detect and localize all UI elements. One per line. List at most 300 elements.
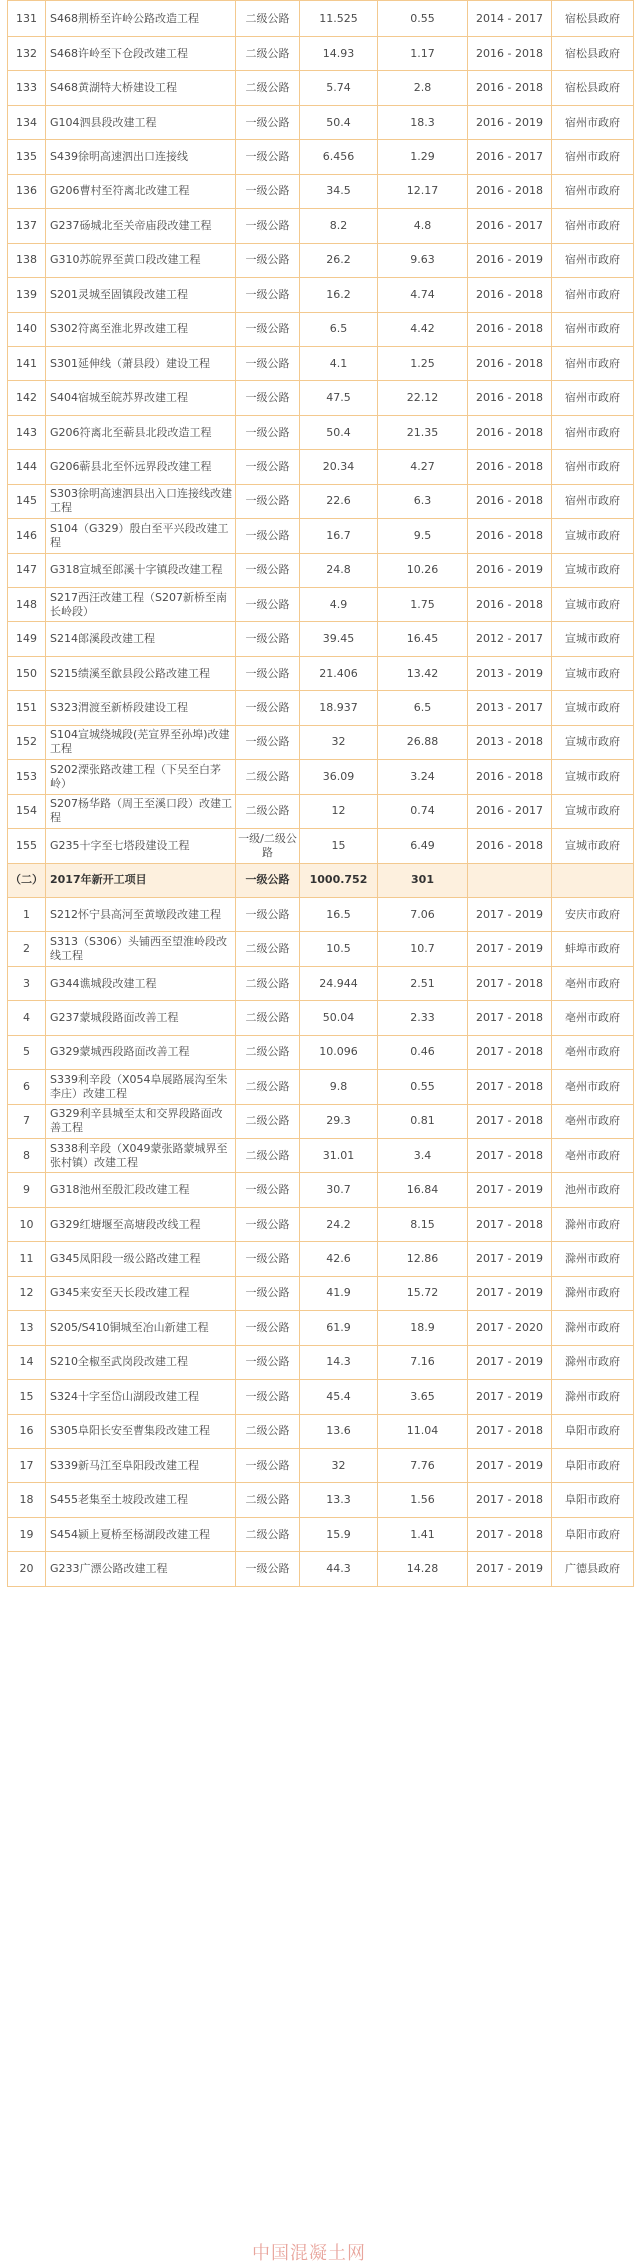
table-row — [8, 1311, 634, 1345]
project-name-cell: S207杨华路（周王至溪口段）改建工程 — [46, 794, 236, 828]
construction-period-cell: 2016 - 2017 — [468, 794, 552, 828]
row-number-cell: 139 — [8, 278, 46, 312]
responsible-unit-cell: 宣城市政府 — [552, 829, 634, 863]
investment-cell: 7.06 — [378, 897, 468, 931]
length-km-cell: 32 — [300, 1448, 378, 1482]
row-number-cell: 18 — [8, 1483, 46, 1517]
table-row — [8, 278, 634, 312]
table-row — [8, 656, 634, 690]
row-number-cell: 136 — [8, 174, 46, 208]
length-km-cell: 12 — [300, 794, 378, 828]
road-grade-cell: 一级公路 — [236, 278, 300, 312]
construction-period-cell: 2013 - 2018 — [468, 725, 552, 759]
construction-period-cell: 2017 - 2019 — [468, 1345, 552, 1379]
table-row — [8, 381, 634, 415]
investment-cell: 21.35 — [378, 415, 468, 449]
table-row — [8, 484, 634, 518]
road-grade-cell: 二级公路 — [236, 71, 300, 105]
responsible-unit-cell: 宣城市政府 — [552, 794, 634, 828]
project-name-cell: S338利辛段（X049蒙张路蒙城界至张村镇）改建工程 — [46, 1139, 236, 1173]
project-name-cell: G237砀城北至关帝庙段改建工程 — [46, 209, 236, 243]
table-row — [8, 1345, 634, 1379]
road-grade-cell: 二级公路 — [236, 1035, 300, 1069]
responsible-unit-cell: 滁州市政府 — [552, 1207, 634, 1241]
investment-cell: 4.74 — [378, 278, 468, 312]
length-km-cell: 4.1 — [300, 346, 378, 380]
road-grade-cell: 二级公路 — [236, 1070, 300, 1104]
investment-cell: 10.26 — [378, 553, 468, 587]
length-km-cell: 41.9 — [300, 1276, 378, 1310]
row-number-cell: 147 — [8, 553, 46, 587]
length-km-cell: 6.456 — [300, 140, 378, 174]
project-name-cell: S302符离至淮北界改建工程 — [46, 312, 236, 346]
table-row — [8, 71, 634, 105]
table-row — [8, 1139, 634, 1173]
row-number-cell: 10 — [8, 1207, 46, 1241]
investment-cell: 0.46 — [378, 1035, 468, 1069]
project-name-cell: S202溧张路改建工程（下吴至白茅岭） — [46, 760, 236, 794]
project-name-cell: S339利辛段（X054阜展路展沟至朱李庄）改建工程 — [46, 1070, 236, 1104]
road-grade-cell: 一级公路 — [236, 346, 300, 380]
project-name-cell: S104宣城绕城段(芜宣界至孙埠)改建工程 — [46, 725, 236, 759]
project-name-cell: G237蒙城段路面改善工程 — [46, 1001, 236, 1035]
table-row — [8, 140, 634, 174]
investment-cell: 12.86 — [378, 1242, 468, 1276]
length-km-cell: 6.5 — [300, 312, 378, 346]
row-number-cell: 6 — [8, 1070, 46, 1104]
investment-cell: 15.72 — [378, 1276, 468, 1310]
investment-cell: 0.55 — [378, 1070, 468, 1104]
project-name-cell: G206符离北至蕲县北段改造工程 — [46, 415, 236, 449]
row-number-cell: 12 — [8, 1276, 46, 1310]
project-name-cell: S454颍上夏桥至杨湖段改建工程 — [46, 1517, 236, 1551]
responsible-unit-cell: 亳州市政府 — [552, 966, 634, 1000]
road-grade-cell: 二级公路 — [236, 1, 300, 37]
length-km-cell: 32 — [300, 725, 378, 759]
construction-period-cell: 2017 - 2019 — [468, 1380, 552, 1414]
investment-cell: 6.5 — [378, 691, 468, 725]
row-number-cell: 15 — [8, 1380, 46, 1414]
construction-period-cell: 2017 - 2019 — [468, 1276, 552, 1310]
road-grade-cell: 一级公路 — [236, 1380, 300, 1414]
project-name-cell: S468许岭至下仓段改建工程 — [46, 37, 236, 71]
project-name-cell: G310苏皖界至黄口段改建工程 — [46, 243, 236, 277]
length-km-cell: 16.2 — [300, 278, 378, 312]
section-row — [8, 863, 634, 897]
length-km-cell: 16.5 — [300, 897, 378, 931]
row-number-cell: 145 — [8, 484, 46, 518]
table-row — [8, 1517, 634, 1551]
row-number-cell: 152 — [8, 725, 46, 759]
length-km-cell: 24.2 — [300, 1207, 378, 1241]
road-grade-cell: 一级公路 — [236, 450, 300, 484]
road-grade-cell: 二级公路 — [236, 932, 300, 966]
row-number-cell: 150 — [8, 656, 46, 690]
row-number-cell: 135 — [8, 140, 46, 174]
construction-period-cell: 2016 - 2019 — [468, 243, 552, 277]
construction-period-cell: 2016 - 2018 — [468, 484, 552, 518]
table-row — [8, 1173, 634, 1207]
row-number-cell: 4 — [8, 1001, 46, 1035]
road-grade-cell: 一级公路 — [236, 1207, 300, 1241]
responsible-unit-cell: 阜阳市政府 — [552, 1483, 634, 1517]
row-number-cell: 153 — [8, 760, 46, 794]
project-name-cell: G206蕲县北至怀远界段改建工程 — [46, 450, 236, 484]
project-name-cell: S217西汪改建工程（S207新桥至南长岭段） — [46, 588, 236, 622]
length-km-cell: 42.6 — [300, 1242, 378, 1276]
road-grade-cell: 一级公路 — [236, 656, 300, 690]
investment-cell: 1.29 — [378, 140, 468, 174]
road-grade-cell: 一级公路 — [236, 1448, 300, 1482]
investment-cell: 0.55 — [378, 1, 468, 37]
table-row — [8, 1380, 634, 1414]
construction-period-cell: 2013 - 2019 — [468, 656, 552, 690]
table-row — [8, 897, 634, 931]
length-km-cell: 13.6 — [300, 1414, 378, 1448]
project-name-cell: G329蒙城西段路面改善工程 — [46, 1035, 236, 1069]
responsible-unit-cell: 宿松县政府 — [552, 37, 634, 71]
project-name-cell: G344谯城段改建工程 — [46, 966, 236, 1000]
project-name-cell: S215绩溪至歙县段公路改建工程 — [46, 656, 236, 690]
row-number-cell: 3 — [8, 966, 46, 1000]
project-name-cell: S205/S410铜城至冶山新建工程 — [46, 1311, 236, 1345]
responsible-unit-cell: 宿州市政府 — [552, 278, 634, 312]
responsible-unit-cell: 宿松县政府 — [552, 1, 634, 37]
investment-cell: 1.41 — [378, 1517, 468, 1551]
responsible-unit-cell: 亳州市政府 — [552, 1104, 634, 1138]
construction-period-cell: 2017 - 2018 — [468, 1139, 552, 1173]
investment-cell: 6.49 — [378, 829, 468, 863]
responsible-unit-cell: 宿州市政府 — [552, 484, 634, 518]
responsible-unit-cell: 阜阳市政府 — [552, 1448, 634, 1482]
investment-cell: 18.9 — [378, 1311, 468, 1345]
construction-period-cell: 2016 - 2019 — [468, 553, 552, 587]
responsible-unit-cell: 宣城市政府 — [552, 519, 634, 553]
road-grade-cell: 一级公路 — [236, 691, 300, 725]
construction-period-cell: 2017 - 2018 — [468, 1207, 552, 1241]
responsible-unit-cell: 宿州市政府 — [552, 209, 634, 243]
row-number-cell: 7 — [8, 1104, 46, 1138]
construction-period-cell: 2017 - 2018 — [468, 966, 552, 1000]
responsible-unit-cell: 宣城市政府 — [552, 588, 634, 622]
road-grade-cell: 二级公路 — [236, 794, 300, 828]
road-grade-cell: 二级公路 — [236, 1517, 300, 1551]
construction-period-cell: 2016 - 2019 — [468, 105, 552, 139]
table-row — [8, 312, 634, 346]
road-grade-cell: 一级公路 — [236, 174, 300, 208]
construction-period-cell: 2012 - 2017 — [468, 622, 552, 656]
project-name-cell: S104（G329）殷白至平兴段改建工程 — [46, 519, 236, 553]
construction-period-cell: 2016 - 2018 — [468, 71, 552, 105]
responsible-unit-cell: 滁州市政府 — [552, 1276, 634, 1310]
project-name-cell: G329红塘堰至高塘段改线工程 — [46, 1207, 236, 1241]
table-row — [8, 1448, 634, 1482]
road-grade-cell: 一级公路 — [236, 415, 300, 449]
responsible-unit-cell: 滁州市政府 — [552, 1311, 634, 1345]
length-km-cell: 13.3 — [300, 1483, 378, 1517]
investment-cell: 12.17 — [378, 174, 468, 208]
investment-cell: 3.65 — [378, 1380, 468, 1414]
investment-cell: 4.27 — [378, 450, 468, 484]
project-table — [7, 0, 634, 1587]
project-name-cell: S404宿城至皖苏界改建工程 — [46, 381, 236, 415]
responsible-unit-cell: 宿州市政府 — [552, 105, 634, 139]
table-row — [8, 691, 634, 725]
table-row — [8, 1242, 634, 1276]
table-row — [8, 37, 634, 71]
watermark-text: 中国混凝土网 — [252, 2243, 366, 2264]
construction-period-cell: 2017 - 2019 — [468, 1448, 552, 1482]
investment-cell: 0.81 — [378, 1104, 468, 1138]
project-name-cell: G233广漂公路改建工程 — [46, 1552, 236, 1586]
responsible-unit-cell: 池州市政府 — [552, 1173, 634, 1207]
length-km-cell: 22.6 — [300, 484, 378, 518]
road-grade-cell: 一级公路 — [236, 1242, 300, 1276]
row-number-cell: 133 — [8, 71, 46, 105]
table-row — [8, 622, 634, 656]
investment-cell: 0.74 — [378, 794, 468, 828]
investment-cell: 3.4 — [378, 1139, 468, 1173]
row-number-cell: 148 — [8, 588, 46, 622]
responsible-unit-cell: 宿松县政府 — [552, 71, 634, 105]
responsible-unit-cell: 宣城市政府 — [552, 760, 634, 794]
investment-cell: 7.16 — [378, 1345, 468, 1379]
table-row — [8, 794, 634, 828]
table-row — [8, 1001, 634, 1035]
length-km-cell: 4.9 — [300, 588, 378, 622]
length-km-cell: 11.525 — [300, 1, 378, 37]
length-km-cell: 5.74 — [300, 71, 378, 105]
responsible-unit-cell: 宿州市政府 — [552, 415, 634, 449]
investment-cell: 11.04 — [378, 1414, 468, 1448]
construction-period-cell: 2016 - 2018 — [468, 346, 552, 380]
responsible-unit-cell: 宿州市政府 — [552, 140, 634, 174]
road-grade-cell: 一级公路 — [236, 243, 300, 277]
length-km-cell: 31.01 — [300, 1139, 378, 1173]
construction-period-cell: 2014 - 2017 — [468, 1, 552, 37]
construction-period-cell: 2017 - 2018 — [468, 1483, 552, 1517]
construction-period-cell: 2016 - 2018 — [468, 174, 552, 208]
project-name-cell: G235十字至七塔段建设工程 — [46, 829, 236, 863]
length-km-cell: 26.2 — [300, 243, 378, 277]
investment-cell: 26.88 — [378, 725, 468, 759]
construction-period-cell: 2017 - 2018 — [468, 1414, 552, 1448]
row-number-cell: 13 — [8, 1311, 46, 1345]
responsible-unit-cell: 宿州市政府 — [552, 174, 634, 208]
row-number-cell: 151 — [8, 691, 46, 725]
construction-period-cell: 2017 - 2018 — [468, 1104, 552, 1138]
project-name-cell: S339新马江至阜阳段改建工程 — [46, 1448, 236, 1482]
length-km-cell: 16.7 — [300, 519, 378, 553]
table-row — [8, 1, 634, 37]
investment-cell: 8.15 — [378, 1207, 468, 1241]
construction-period-cell: 2017 - 2019 — [468, 1173, 552, 1207]
project-name-cell: S210全椒至武岗段改建工程 — [46, 1345, 236, 1379]
row-number-cell: 149 — [8, 622, 46, 656]
length-km-cell: 8.2 — [300, 209, 378, 243]
investment-cell: 6.3 — [378, 484, 468, 518]
responsible-unit-cell: 亳州市政府 — [552, 1139, 634, 1173]
row-number-cell: 138 — [8, 243, 46, 277]
construction-period-cell: 2017 - 2018 — [468, 1517, 552, 1551]
investment-cell: 22.12 — [378, 381, 468, 415]
responsible-unit-cell: 宿州市政府 — [552, 346, 634, 380]
project-name-cell: G345来安至天长段改建工程 — [46, 1276, 236, 1310]
construction-period-cell: 2016 - 2018 — [468, 381, 552, 415]
table-row — [8, 966, 634, 1000]
row-number-cell: 144 — [8, 450, 46, 484]
row-number-cell: 146 — [8, 519, 46, 553]
responsible-unit-cell: 阜阳市政府 — [552, 1414, 634, 1448]
length-km-cell: 36.09 — [300, 760, 378, 794]
responsible-unit-cell: 宿州市政府 — [552, 381, 634, 415]
table-row — [8, 1414, 634, 1448]
length-km-cell: 61.9 — [300, 1311, 378, 1345]
road-grade-cell: 一级公路 — [236, 1345, 300, 1379]
table-row — [8, 243, 634, 277]
length-km-cell: 14.93 — [300, 37, 378, 71]
row-number-cell: 2 — [8, 932, 46, 966]
responsible-unit-cell: 宿州市政府 — [552, 243, 634, 277]
responsible-unit-cell: 广德县政府 — [552, 1552, 634, 1586]
project-name-cell: S303徐明高速泗县出入口连接线改建工程 — [46, 484, 236, 518]
project-name-cell: S301延伸线（萧县段）建设工程 — [46, 346, 236, 380]
length-km-cell: 50.04 — [300, 1001, 378, 1035]
length-km-cell: 15.9 — [300, 1517, 378, 1551]
table-row — [8, 209, 634, 243]
row-number-cell: 134 — [8, 105, 46, 139]
construction-period-cell: 2016 - 2018 — [468, 519, 552, 553]
construction-period-cell: 2013 - 2017 — [468, 691, 552, 725]
investment-cell: 7.76 — [378, 1448, 468, 1482]
length-km-cell: 14.3 — [300, 1345, 378, 1379]
row-number-cell: 140 — [8, 312, 46, 346]
table-row — [8, 1483, 634, 1517]
responsible-unit-cell: 亳州市政府 — [552, 1001, 634, 1035]
investment-cell: 1.56 — [378, 1483, 468, 1517]
responsible-unit-cell: 宣城市政府 — [552, 622, 634, 656]
table-row — [8, 932, 634, 966]
construction-period-cell: 2017 - 2019 — [468, 1242, 552, 1276]
project-name-cell: G318宣城至郎溪十字镇段改建工程 — [46, 553, 236, 587]
table-row — [8, 1070, 634, 1104]
construction-period-cell — [468, 863, 552, 897]
responsible-unit-cell: 宿州市政府 — [552, 312, 634, 346]
construction-period-cell: 2016 - 2018 — [468, 278, 552, 312]
road-grade-cell: 一级公路 — [236, 312, 300, 346]
row-number-cell: 137 — [8, 209, 46, 243]
length-km-cell: 34.5 — [300, 174, 378, 208]
road-grade-cell: 一级公路 — [236, 381, 300, 415]
road-grade-cell: 二级公路 — [236, 1001, 300, 1035]
length-km-cell: 45.4 — [300, 1380, 378, 1414]
row-number-cell: 5 — [8, 1035, 46, 1069]
length-km-cell: 50.4 — [300, 415, 378, 449]
road-grade-cell: 一级公路 — [236, 588, 300, 622]
table-row — [8, 519, 634, 553]
responsible-unit-cell: 安庆市政府 — [552, 897, 634, 931]
length-km-cell: 50.4 — [300, 105, 378, 139]
responsible-unit-cell: 宣城市政府 — [552, 553, 634, 587]
project-name-cell: G329利辛县城至太和交界段路面改善工程 — [46, 1104, 236, 1138]
table-row — [8, 725, 634, 759]
table-row — [8, 174, 634, 208]
construction-period-cell: 2016 - 2018 — [468, 37, 552, 71]
road-grade-cell: 二级公路 — [236, 1104, 300, 1138]
project-name-cell: G345凤阳段一级公路改建工程 — [46, 1242, 236, 1276]
investment-cell: 9.5 — [378, 519, 468, 553]
row-number-cell: （二） — [8, 863, 46, 897]
investment-cell: 10.7 — [378, 932, 468, 966]
length-km-cell: 9.8 — [300, 1070, 378, 1104]
construction-period-cell: 2017 - 2018 — [468, 1035, 552, 1069]
row-number-cell: 14 — [8, 1345, 46, 1379]
investment-cell: 1.25 — [378, 346, 468, 380]
table-row — [8, 105, 634, 139]
road-grade-cell: 一级公路 — [236, 209, 300, 243]
length-km-cell: 1000.752 — [300, 863, 378, 897]
construction-period-cell: 2016 - 2018 — [468, 760, 552, 794]
project-name-cell: G206曹村至符离北改建工程 — [46, 174, 236, 208]
road-grade-cell: 一级公路 — [236, 553, 300, 587]
investment-cell: 3.24 — [378, 760, 468, 794]
row-number-cell: 8 — [8, 1139, 46, 1173]
project-name-cell: S305阜阳长安至曹集段改建工程 — [46, 1414, 236, 1448]
table-row — [8, 346, 634, 380]
road-grade-cell: 一级公路 — [236, 1552, 300, 1586]
investment-cell: 16.45 — [378, 622, 468, 656]
row-number-cell: 131 — [8, 1, 46, 37]
row-number-cell: 17 — [8, 1448, 46, 1482]
table-row — [8, 415, 634, 449]
responsible-unit-cell: 滁州市政府 — [552, 1380, 634, 1414]
responsible-unit-cell: 宣城市政府 — [552, 691, 634, 725]
table-row — [8, 553, 634, 587]
responsible-unit-cell: 亳州市政府 — [552, 1035, 634, 1069]
table-row — [8, 1552, 634, 1586]
length-km-cell: 44.3 — [300, 1552, 378, 1586]
road-grade-cell: 一级公路 — [236, 105, 300, 139]
length-km-cell: 20.34 — [300, 450, 378, 484]
responsible-unit-cell: 宣城市政府 — [552, 656, 634, 690]
table-row — [8, 829, 634, 863]
table-row — [8, 450, 634, 484]
road-grade-cell: 一级公路 — [236, 863, 300, 897]
length-km-cell: 18.937 — [300, 691, 378, 725]
row-number-cell: 142 — [8, 381, 46, 415]
construction-period-cell: 2016 - 2018 — [468, 588, 552, 622]
row-number-cell: 132 — [8, 37, 46, 71]
construction-period-cell: 2016 - 2017 — [468, 209, 552, 243]
construction-period-cell: 2017 - 2019 — [468, 1552, 552, 1586]
road-grade-cell: 一级公路 — [236, 140, 300, 174]
table-row — [8, 1104, 634, 1138]
construction-period-cell: 2016 - 2018 — [468, 829, 552, 863]
project-name-cell: S439徐明高速泗出口连接线 — [46, 140, 236, 174]
construction-period-cell: 2016 - 2018 — [468, 450, 552, 484]
road-grade-cell: 一级公路 — [236, 897, 300, 931]
length-km-cell: 21.406 — [300, 656, 378, 690]
road-grade-cell: 二级公路 — [236, 1414, 300, 1448]
length-km-cell: 39.45 — [300, 622, 378, 656]
road-grade-cell: 一级公路 — [236, 1311, 300, 1345]
responsible-unit-cell: 滁州市政府 — [552, 1242, 634, 1276]
project-name-cell: S212怀宁县高河至黄墩段改建工程 — [46, 897, 236, 931]
project-name-cell: S214郎溪段改建工程 — [46, 622, 236, 656]
row-number-cell: 19 — [8, 1517, 46, 1551]
project-name-cell: G104泗县段改建工程 — [46, 105, 236, 139]
construction-period-cell: 2016 - 2018 — [468, 312, 552, 346]
